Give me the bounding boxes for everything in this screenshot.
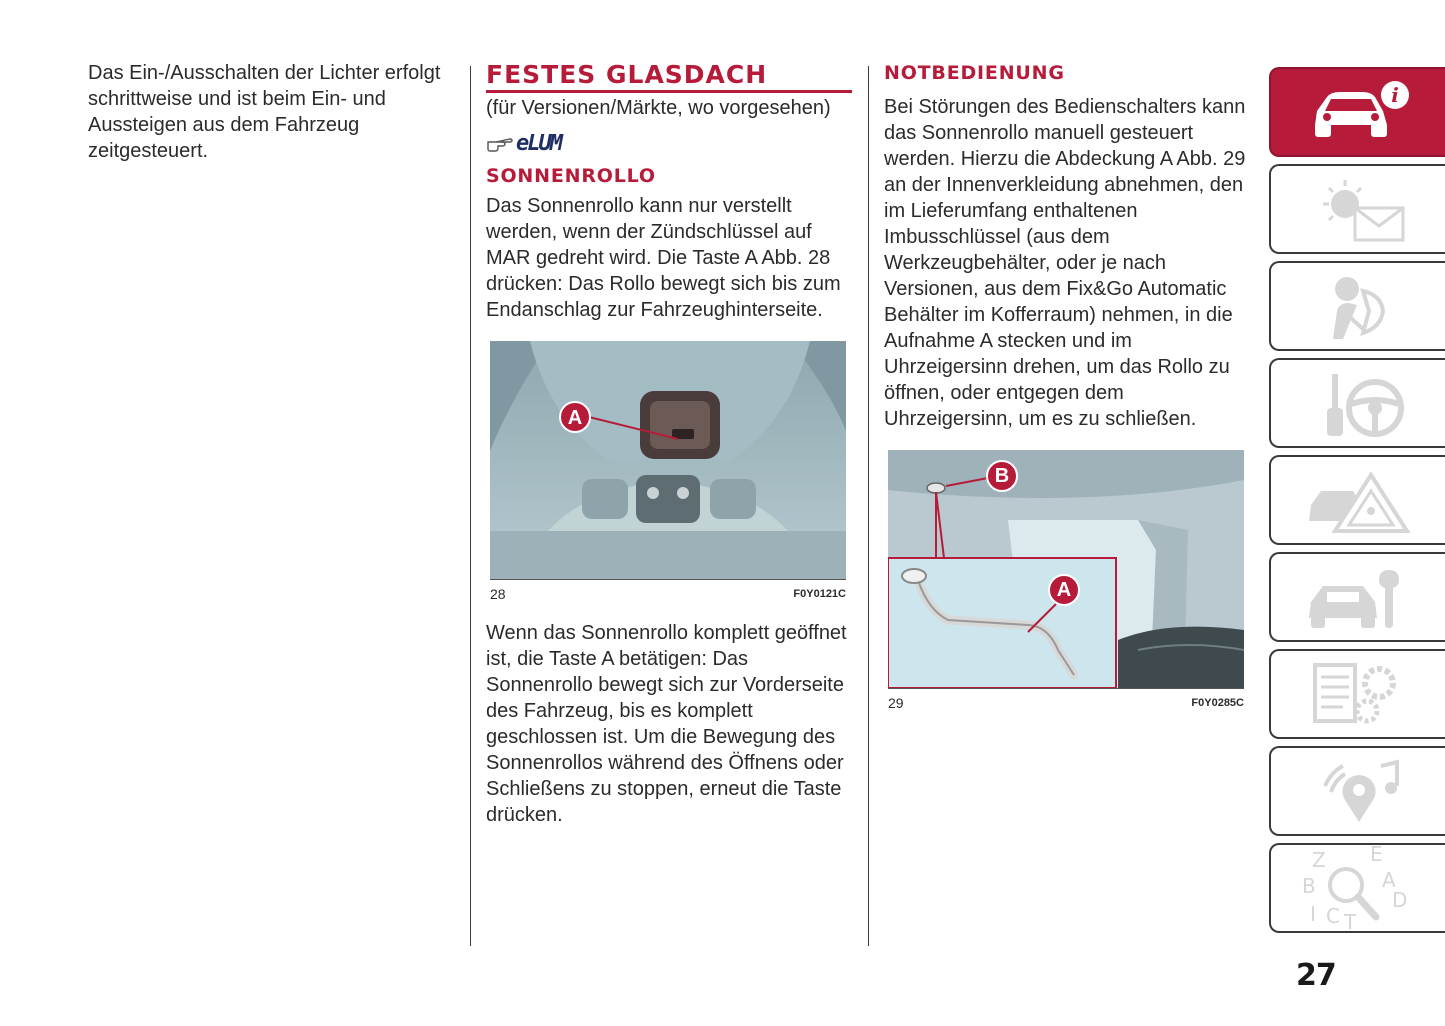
figure-29-image <box>888 450 1244 688</box>
index-letter-e: E <box>1370 845 1383 866</box>
left-column <box>88 60 458 164</box>
page-number: 27 <box>1296 958 1336 993</box>
lights-message-icon <box>1303 174 1413 244</box>
section-title: FESTES GLASDACH <box>486 60 852 93</box>
sonnenrollo-paragraph-1: Das Sonnenrollo kann nur verstellt werden, wenn der Zündschlüssel auf MAR gedreht wird. Die Taste A Abb. 28 drücken: Das Rollo bewegt sich bis zum Endanschlag zur Fahrzeughinterseite. <box>486 195 841 321</box>
tab-multimedia[interactable] <box>1269 746 1445 836</box>
figure-28-image <box>490 341 846 579</box>
index-letter-a: A <box>1382 868 1396 892</box>
car-tools-icon <box>1303 562 1413 632</box>
tab-vehicle-info[interactable] <box>1269 67 1445 157</box>
car-warning-triangle-icon <box>1303 465 1413 535</box>
tab-index[interactable] <box>1269 843 1445 933</box>
figure-28 <box>490 341 846 602</box>
figure-29-code: F0Y0285C <box>1191 697 1244 709</box>
key-steering-wheel-icon <box>1303 368 1413 438</box>
version-hint: (für Versionen/Märkte, wo vorgesehen) <box>486 97 831 119</box>
intro-paragraph: Das Ein-/Ausschalten der Lichter erfolgt schrittweise und ist beim Ein- und Aussteigen aus dem Fahrzeug zeitgesteuert. <box>88 62 441 162</box>
notbedienung-heading: NOTBEDIENUNG <box>884 62 1065 84</box>
safety-airbag-icon <box>1303 271 1413 341</box>
sonnenrollo-paragraph-2: Wenn das Sonnenrollo komplett geöffnet ist, die Taste A betätigen: Das Sonnenrollo bewegt sich zur Vorderseite des Fahrzeug, bis es komplett geschlossen ist. Um die Bewegung des Sonnenrollos während des Öffnens oder Schließens zu stoppen, erneut die Taste drücken. <box>486 622 847 826</box>
elum-badge <box>486 125 852 161</box>
car-info-icon <box>1303 77 1413 147</box>
figure-29 <box>888 450 1244 711</box>
tab-safety[interactable] <box>1269 261 1445 351</box>
specs-gears-icon <box>1303 659 1413 729</box>
tab-emergency[interactable] <box>1269 455 1445 545</box>
figure-29-number: 29 <box>888 695 904 711</box>
sonnenrollo-heading: SONNENROLLO <box>486 165 656 187</box>
middle-column <box>486 60 852 828</box>
svg-text:i: i <box>1391 83 1399 107</box>
figure-28-callout-a: A <box>567 407 583 429</box>
index-letter-i: I <box>1310 902 1316 926</box>
column-divider-1 <box>470 66 471 946</box>
tab-technical-data[interactable] <box>1269 649 1445 739</box>
figure-29-caption <box>888 688 1244 711</box>
multimedia-icon <box>1303 756 1413 826</box>
figure-28-code: F0Y0121C <box>793 588 846 600</box>
elum-label: eLUM <box>516 130 561 156</box>
column-divider-2 <box>868 66 869 946</box>
pointing-hand-icon <box>486 133 514 153</box>
notbedienung-paragraph: Bei Störungen des Bedienschalters kann das Sonnenrollo manuell gesteuert werden. Hierzu die Abdeckung A Abb. 29 an der Innenverkleidung abnehmen, den im Lieferumfang enthaltenen Imbusschlüssel (aus dem Werkzeugbehälter, oder je nach Versionen, aus dem Fix&Go Automatic Behälter im Kofferraum) nehmen, in die Aufnahme A stecken und im Uhrzeigersinn drehen, um das Rollo zu öffnen, oder entgegen dem Uhrzeigersinn, um es zu schließen. <box>884 96 1246 430</box>
index-letter-z: Z <box>1312 848 1326 872</box>
right-column <box>884 60 1246 711</box>
tab-maintenance[interactable] <box>1269 552 1445 642</box>
emergency-operation-illustration <box>888 450 1244 688</box>
tab-lights-messages[interactable] <box>1269 164 1445 254</box>
index-letter-d: D <box>1392 888 1408 912</box>
index-letter-b: B <box>1302 874 1316 898</box>
index-search-icon <box>1298 845 1418 931</box>
figure-29-callout-a: A <box>1056 579 1072 601</box>
roof-console-illustration <box>490 341 846 579</box>
index-letter-c: C <box>1326 904 1340 928</box>
figure-28-number: 28 <box>490 586 506 602</box>
figure-29-callout-b: B <box>994 465 1010 487</box>
figure-28-caption <box>490 579 846 602</box>
index-letter-t: T <box>1344 910 1357 931</box>
tab-starting-driving[interactable] <box>1269 358 1445 448</box>
